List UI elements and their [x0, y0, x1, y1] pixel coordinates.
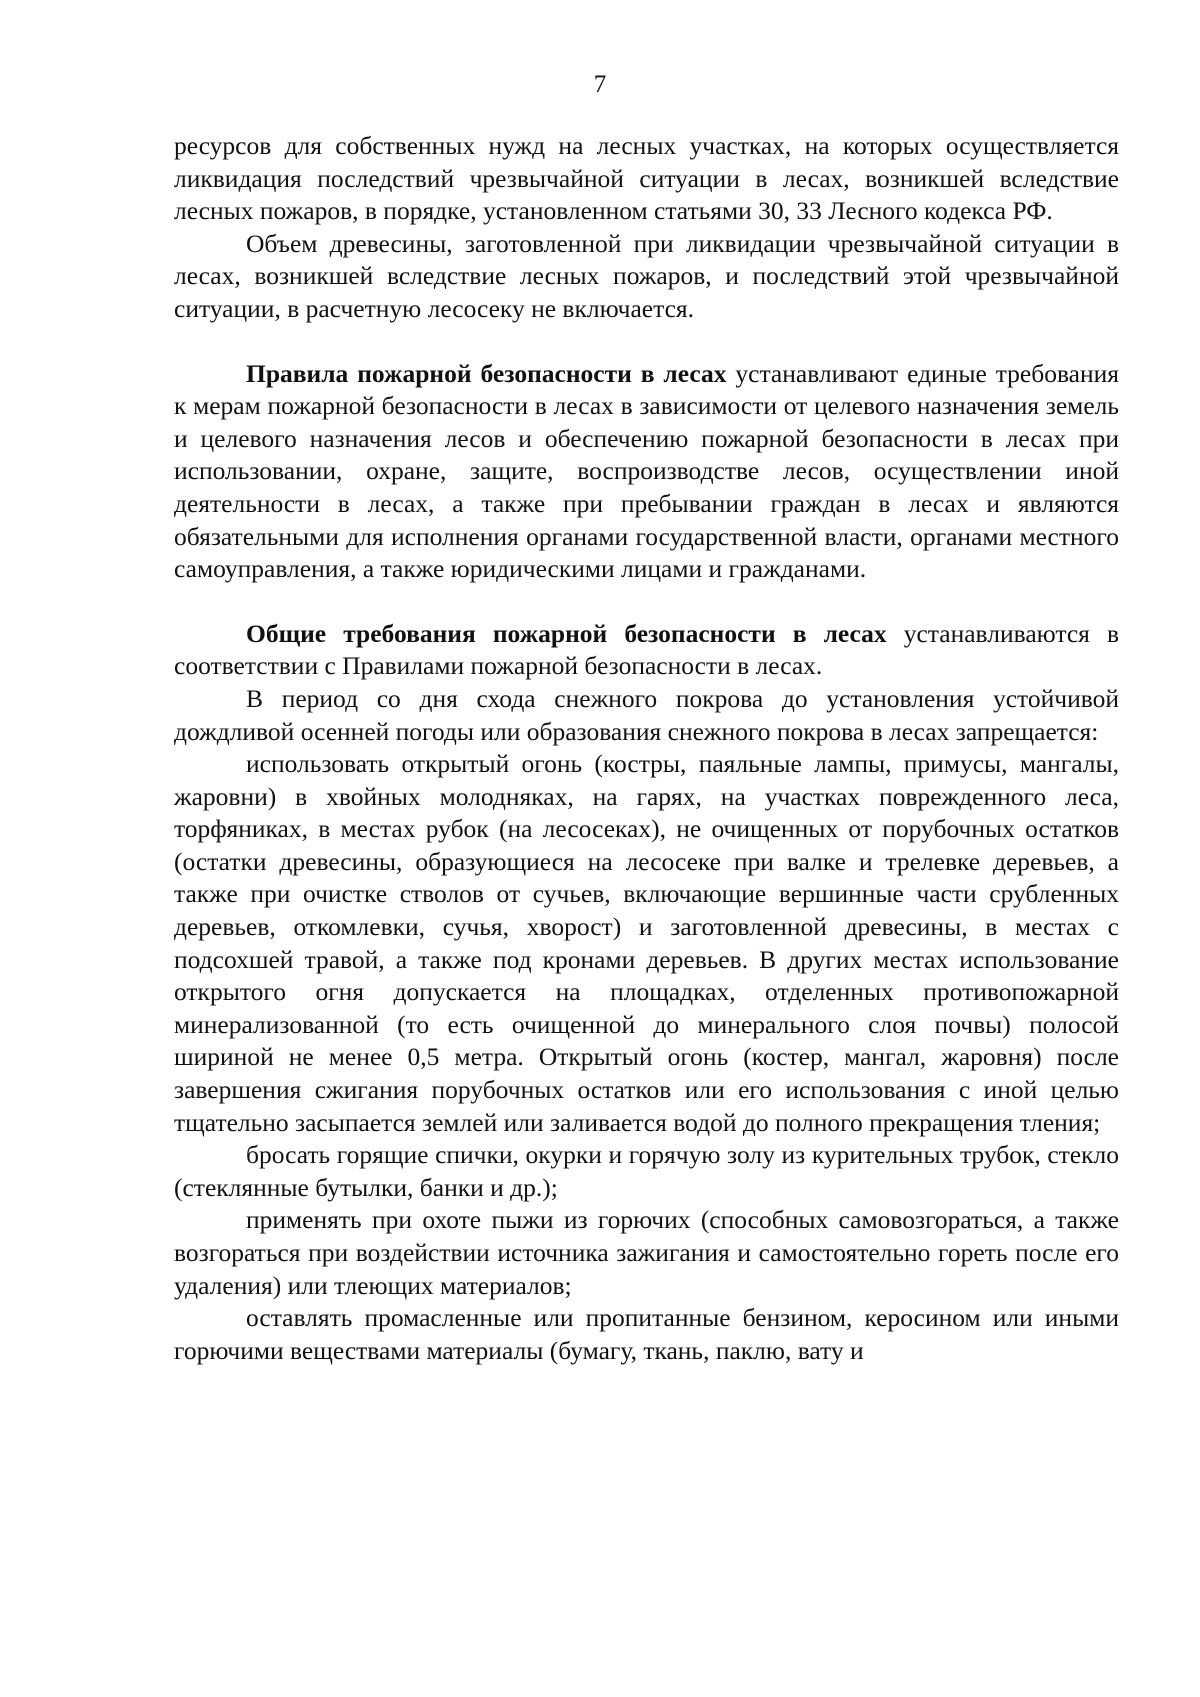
paragraph-general-requirements-text: устанавливаются в соответствии с Правилами пожарной безопасности в лесах.	[174, 618, 1119, 681]
paragraph-fire-safety-rules	[174, 358, 1119, 586]
list-item-oily-materials: оставлять промасленные или пропитанные бензином, керосином или иными горючими веществами материалы (бумагу, ткань, паклю, вату и	[174, 1303, 1119, 1365]
heading-general-requirements: Общие требования пожарной безопасности в лесах	[246, 618, 887, 648]
list-item-matches: бросать горящие спички, окурки и горячую золу из курительных трубок, стекло (стеклянные бутылки, банки и др.);	[174, 1140, 1119, 1202]
heading-fire-safety-rules: Правила пожарной безопасности в лесах	[246, 358, 727, 388]
page-number: 7	[593, 71, 607, 98]
document-body	[174, 130, 1119, 1367]
paragraph-continuation: ресурсов для собственных нужд на лесных участках, на которых осуществляется ликвидация последствий чрезвычайной ситуации в лесах, возникшей вследствие лесных пожаров, в порядке, установленном статьями 30, 33 Лесного кодекса РФ.	[174, 131, 1119, 226]
paragraph-general-requirements	[174, 618, 1119, 683]
list-item-open-fire: использовать открытый огонь (костры, паяльные лампы, примусы, мангалы, жаровни) в хвойных молодняках, на гарях, на участках поврежденного леса, торфяниках, в местах рубок (на лесосеках), не очищенных от порубочных остатков (остатки древесины, образующиеся на лесосеке при валке и трелевке деревьев, а также при очистке стволов от сучьев, включающие вершинные части срубленных деревьев, откомлевки, сучья, хворост) и заготовленной древесины, в местах с подсохшей травой, а также под кронами деревьев. В других местах использование открытого огня допускается на площадках, отделенных противопожарной минерализованной (то есть очищенной до минерального слоя почвы) полосой шириной не менее 0,5 метра. Открытый огонь (костер, мангал, жаровня) после завершения сжигания порубочных остатков или его использования с иной целью тщательно засыпается землей или заливается водой до полного прекращения тления;	[174, 749, 1119, 1137]
list-item-hunting-wads: применять при охоте пыжи из горючих (способных самовозгораться, а также возгораться при воздействии источника зажигания и самостоятельно гореть после его удаления) или тлеющих материалов;	[174, 1205, 1119, 1300]
paragraph-prohibited-period: В период со дня схода снежного покрова до установления устойчивой дождливой осенней погоды или образования снежного покрова в лесах запрещается:	[174, 683, 1119, 746]
paragraph-fire-safety-rules-text: устанавливают единые требования к мерам пожарной безопасности в лесах в зависимости от целевого назначения земель и целевого назначения лесов и обеспечению пожарной безопасности в лесах при использовании, охране, защите, воспроизводстве лесов, осуществлении иной деятельности в лесах, а также при пребывании граждан в лесах и являются обязательными для исполнения органами государственной власти, органами местного самоуправления, а также юридическими лицами и гражданами.	[174, 358, 1119, 584]
paragraph-wood-volume: Объем древесины, заготовленной при ликвидации чрезвычайной ситуации в лесах, возникшей вследствие лесных пожаров, и последствий этой чрезвычайной ситуации, в расчетную лесосеку не включается.	[174, 228, 1119, 323]
